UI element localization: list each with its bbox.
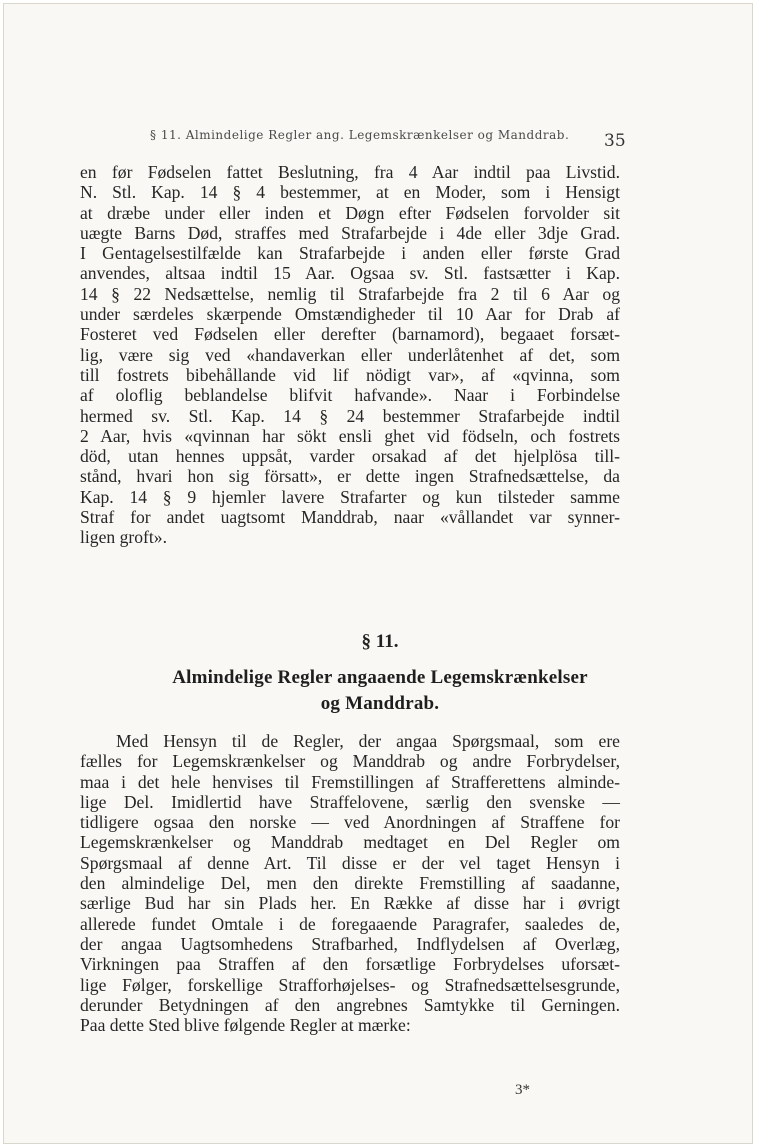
text-line: tidligere ogsaa den norske — ved Anordningen af Straffene for: [80, 812, 620, 833]
text-line: lige Følger, forskellige Strafforhøjelses- og Strafnedsættelsesgrunde,: [80, 974, 620, 995]
text-line: stånd, hvari hon sig försatt», er dette ingen Strafnedsættelse, da: [80, 466, 620, 487]
text-line: anvendes, altsaa indtil 15 Aar. Ogsaa sv. Stl. fastsætter i Kap.: [80, 263, 620, 284]
text-line: den almindelige Del, men den direkte Fremstilling af saadanne,: [80, 873, 620, 894]
running-head: § 11. Almindelige Regler ang. Legemskrænkelser og Manddrab.: [150, 128, 570, 142]
page-number: 35: [604, 131, 626, 151]
text-line: Spørgsmaal af denne Art. Til disse er der vel taget Hensyn i: [80, 852, 620, 873]
paragraph-2: [80, 731, 620, 1035]
text-line: maa i det hele henvises til Fremstillingen af Strafferettens alminde-: [80, 771, 620, 792]
text-line: af oloflig beblandelse blifvit hafvande». Naar i Forbindelse: [80, 385, 620, 406]
text-line: 2 Aar, hvis «qvinnan har sökt ensli ghet vid födseln, och fostrets: [80, 425, 620, 446]
text-line: Med Hensyn til de Regler, der angaa Spørgsmaal, som ere: [116, 731, 620, 751]
text-line: Fosteret ved Fødselen eller derefter (barnamord), begaaet forsæt-: [80, 324, 620, 345]
text-line: der angaa Uagtsomhedens Strafbarhed, Indflydelsen af Overlæg,: [80, 933, 620, 954]
text-line: en før Fødselen fattet Beslutning, fra 4 Aar indtil paa Livstid.: [80, 162, 620, 182]
text-line: lig, være sig ved «handaverkan eller underlåtenhet af det, som: [80, 344, 620, 365]
section-mark: § 11.: [361, 631, 399, 652]
text-line: Virkningen paa Straffen af den forsætlige Forbrydelses uforsæt-: [80, 954, 620, 975]
text-line: under særdeles skærpende Omstændigheder til 10 Aar for Drab af: [80, 304, 620, 325]
paragraph-1: [80, 162, 620, 548]
text-line: N. Stl. Kap. 14 § 4 bestemmer, at en Moder, som i Hensigt: [80, 182, 620, 203]
signature-mark: 3*: [515, 1082, 530, 1098]
section-title-line-1: Almindelige Regler angaaende Legemskrænkelser: [172, 667, 588, 688]
text-line: Legemskrænkelser og Manddrab medtaget en Del Regler om: [80, 832, 620, 853]
text-line: ligen groft».: [80, 527, 167, 548]
text-line: fælles for Legemskrænkelser og Manddrab og andre Forbrydelser,: [80, 751, 620, 772]
text-line: Straf for andet uagtsomt Manddrab, naar «vållandet var synner-: [80, 507, 620, 528]
section-title-line-2: og Manddrab.: [320, 693, 440, 714]
text-line: I Gentagelsestilfælde kan Strafarbejde i anden eller første Grad: [80, 243, 620, 264]
text-line: 14 § 22 Nedsættelse, nemlig til Strafarbejde fra 2 til 6 Aar og: [80, 283, 620, 304]
text-line: allerede fundet Omtale i de foregaaende Paragrafer, saaledes de,: [80, 913, 620, 934]
text-line: at dræbe under eller inden et Døgn efter Fødselen forvolder sit: [80, 202, 620, 223]
text-line: særlige Bud har sin Plads her. En Række af disse har i øvrigt: [80, 893, 620, 914]
book-page: [3, 3, 753, 1144]
text-line: Kap. 14 § 9 hjemler lavere Strafarter og kun tilsteder samme: [80, 486, 620, 507]
text-line: död, utan hennes uppsåt, varder orsakad af det hjelplösa till-: [80, 446, 620, 467]
text-line: hermed sv. Stl. Kap. 14 § 24 bestemmer Strafarbejde indtil: [80, 405, 620, 426]
text-line: Paa dette Sted blive følgende Regler at mærke:: [80, 1015, 411, 1036]
text-line: uægte Barns Død, straffes med Strafarbejde i 4de eller 3dje Grad.: [80, 222, 620, 243]
text-line: lige Del. Imidlertid have Straffelovene, særlig den svenske —: [80, 791, 620, 812]
text-line: till fostrets bibehållande vid lif nödigt var», af «qvinna, som: [80, 364, 620, 385]
text-line: derunder Betydningen af den angrebnes Samtykke til Gerningen.: [80, 994, 620, 1015]
